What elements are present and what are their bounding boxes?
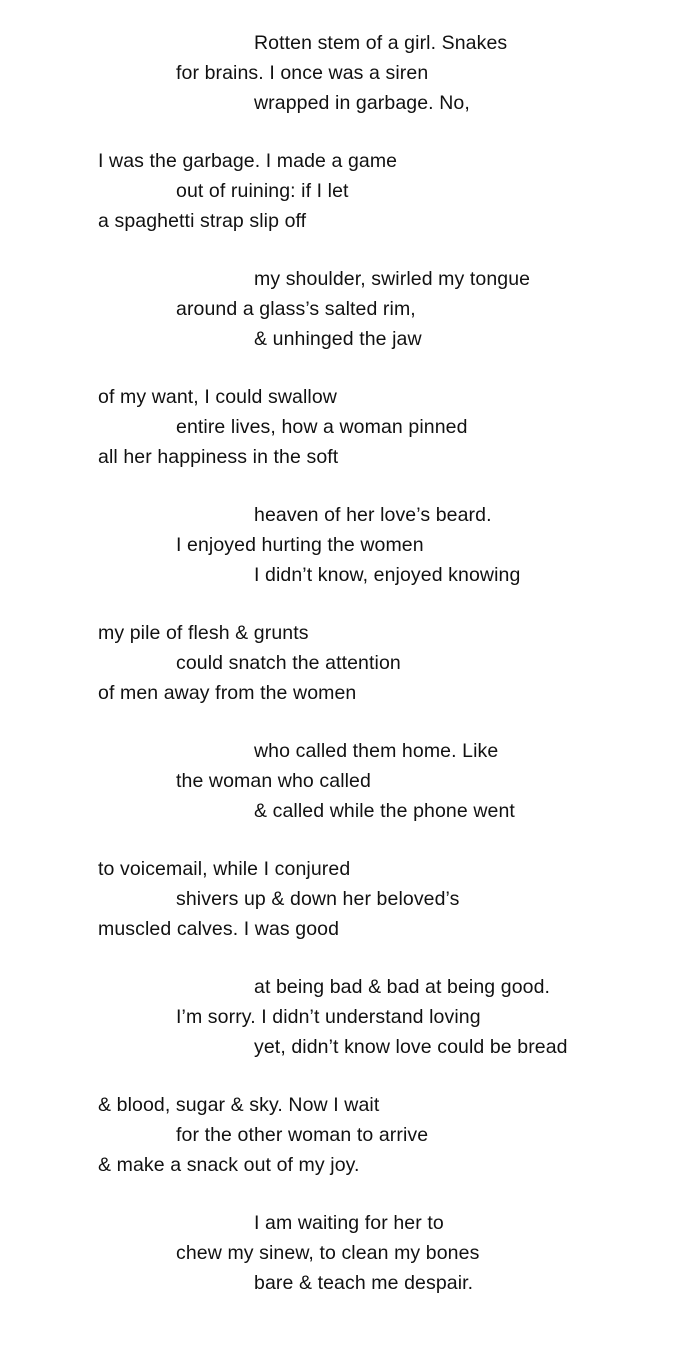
stanza-9 — [0, 972, 678, 1062]
poem-line: the woman who called — [176, 770, 371, 792]
poem-line: of men away from the women — [98, 682, 357, 704]
poem-line: & unhinged the jaw — [254, 328, 422, 350]
poem-line: out of ruining: if I let — [176, 180, 349, 202]
poem-line: & called while the phone went — [254, 800, 515, 822]
poem-line: I enjoyed hurting the women — [176, 534, 424, 556]
poem-line: for brains. I once was a siren — [176, 62, 429, 84]
poem-line: who called them home. Like — [254, 740, 499, 762]
poem-line: to voicemail, while I conjured — [98, 858, 351, 880]
stanza-8 — [0, 854, 678, 944]
poem-line: & make a snack out of my joy. — [98, 1154, 360, 1176]
stanza-5 — [0, 500, 678, 590]
poem-line: I was the garbage. I made a game — [98, 150, 398, 172]
poem-line: a spaghetti strap slip off — [98, 210, 307, 232]
stanza-4 — [0, 382, 678, 472]
stanza-11 — [0, 1208, 678, 1298]
poem-line: could snatch the attention — [176, 652, 401, 674]
poem-line: heaven of her love’s beard. — [254, 504, 492, 526]
poem-line: bare & teach me despair. — [254, 1272, 474, 1294]
poem-line: I’m sorry. I didn’t understand loving — [176, 1006, 481, 1028]
poem-line: all her happiness in the soft — [98, 446, 339, 468]
stanza-2 — [0, 146, 678, 236]
poem-line: I am waiting for her to — [254, 1212, 444, 1234]
poem-line: & blood, sugar & sky. Now I wait — [98, 1094, 380, 1116]
stanza-10 — [0, 1090, 678, 1180]
poem-line: wrapped in garbage. No, — [254, 92, 470, 114]
poem-line: my shoulder, swirled my tongue — [254, 268, 531, 290]
poem-line: yet, didn’t know love could be bread — [254, 1036, 568, 1058]
poem-line: entire lives, how a woman pinned — [176, 416, 468, 438]
poem-line: shivers up & down her beloved’s — [176, 888, 460, 910]
poem-line: chew my sinew, to clean my bones — [176, 1242, 480, 1264]
stanza-3 — [0, 264, 678, 354]
poem-line: my pile of flesh & grunts — [98, 622, 309, 644]
poem-line: around a glass’s salted rim, — [176, 298, 416, 320]
stanza-7 — [0, 736, 678, 826]
stanza-6 — [0, 618, 678, 708]
poem-line: for the other woman to arrive — [176, 1124, 429, 1146]
stanza-1 — [0, 28, 678, 118]
poem-line: muscled calves. I was good — [98, 918, 340, 940]
poem-line: of my want, I could swallow — [98, 386, 337, 408]
poem-line: Rotten stem of a girl. Snakes — [254, 32, 508, 54]
poem-line: at being bad & bad at being good. — [254, 976, 551, 998]
poem-line: I didn’t know, enjoyed knowing — [254, 564, 521, 586]
poem — [0, 28, 678, 1326]
